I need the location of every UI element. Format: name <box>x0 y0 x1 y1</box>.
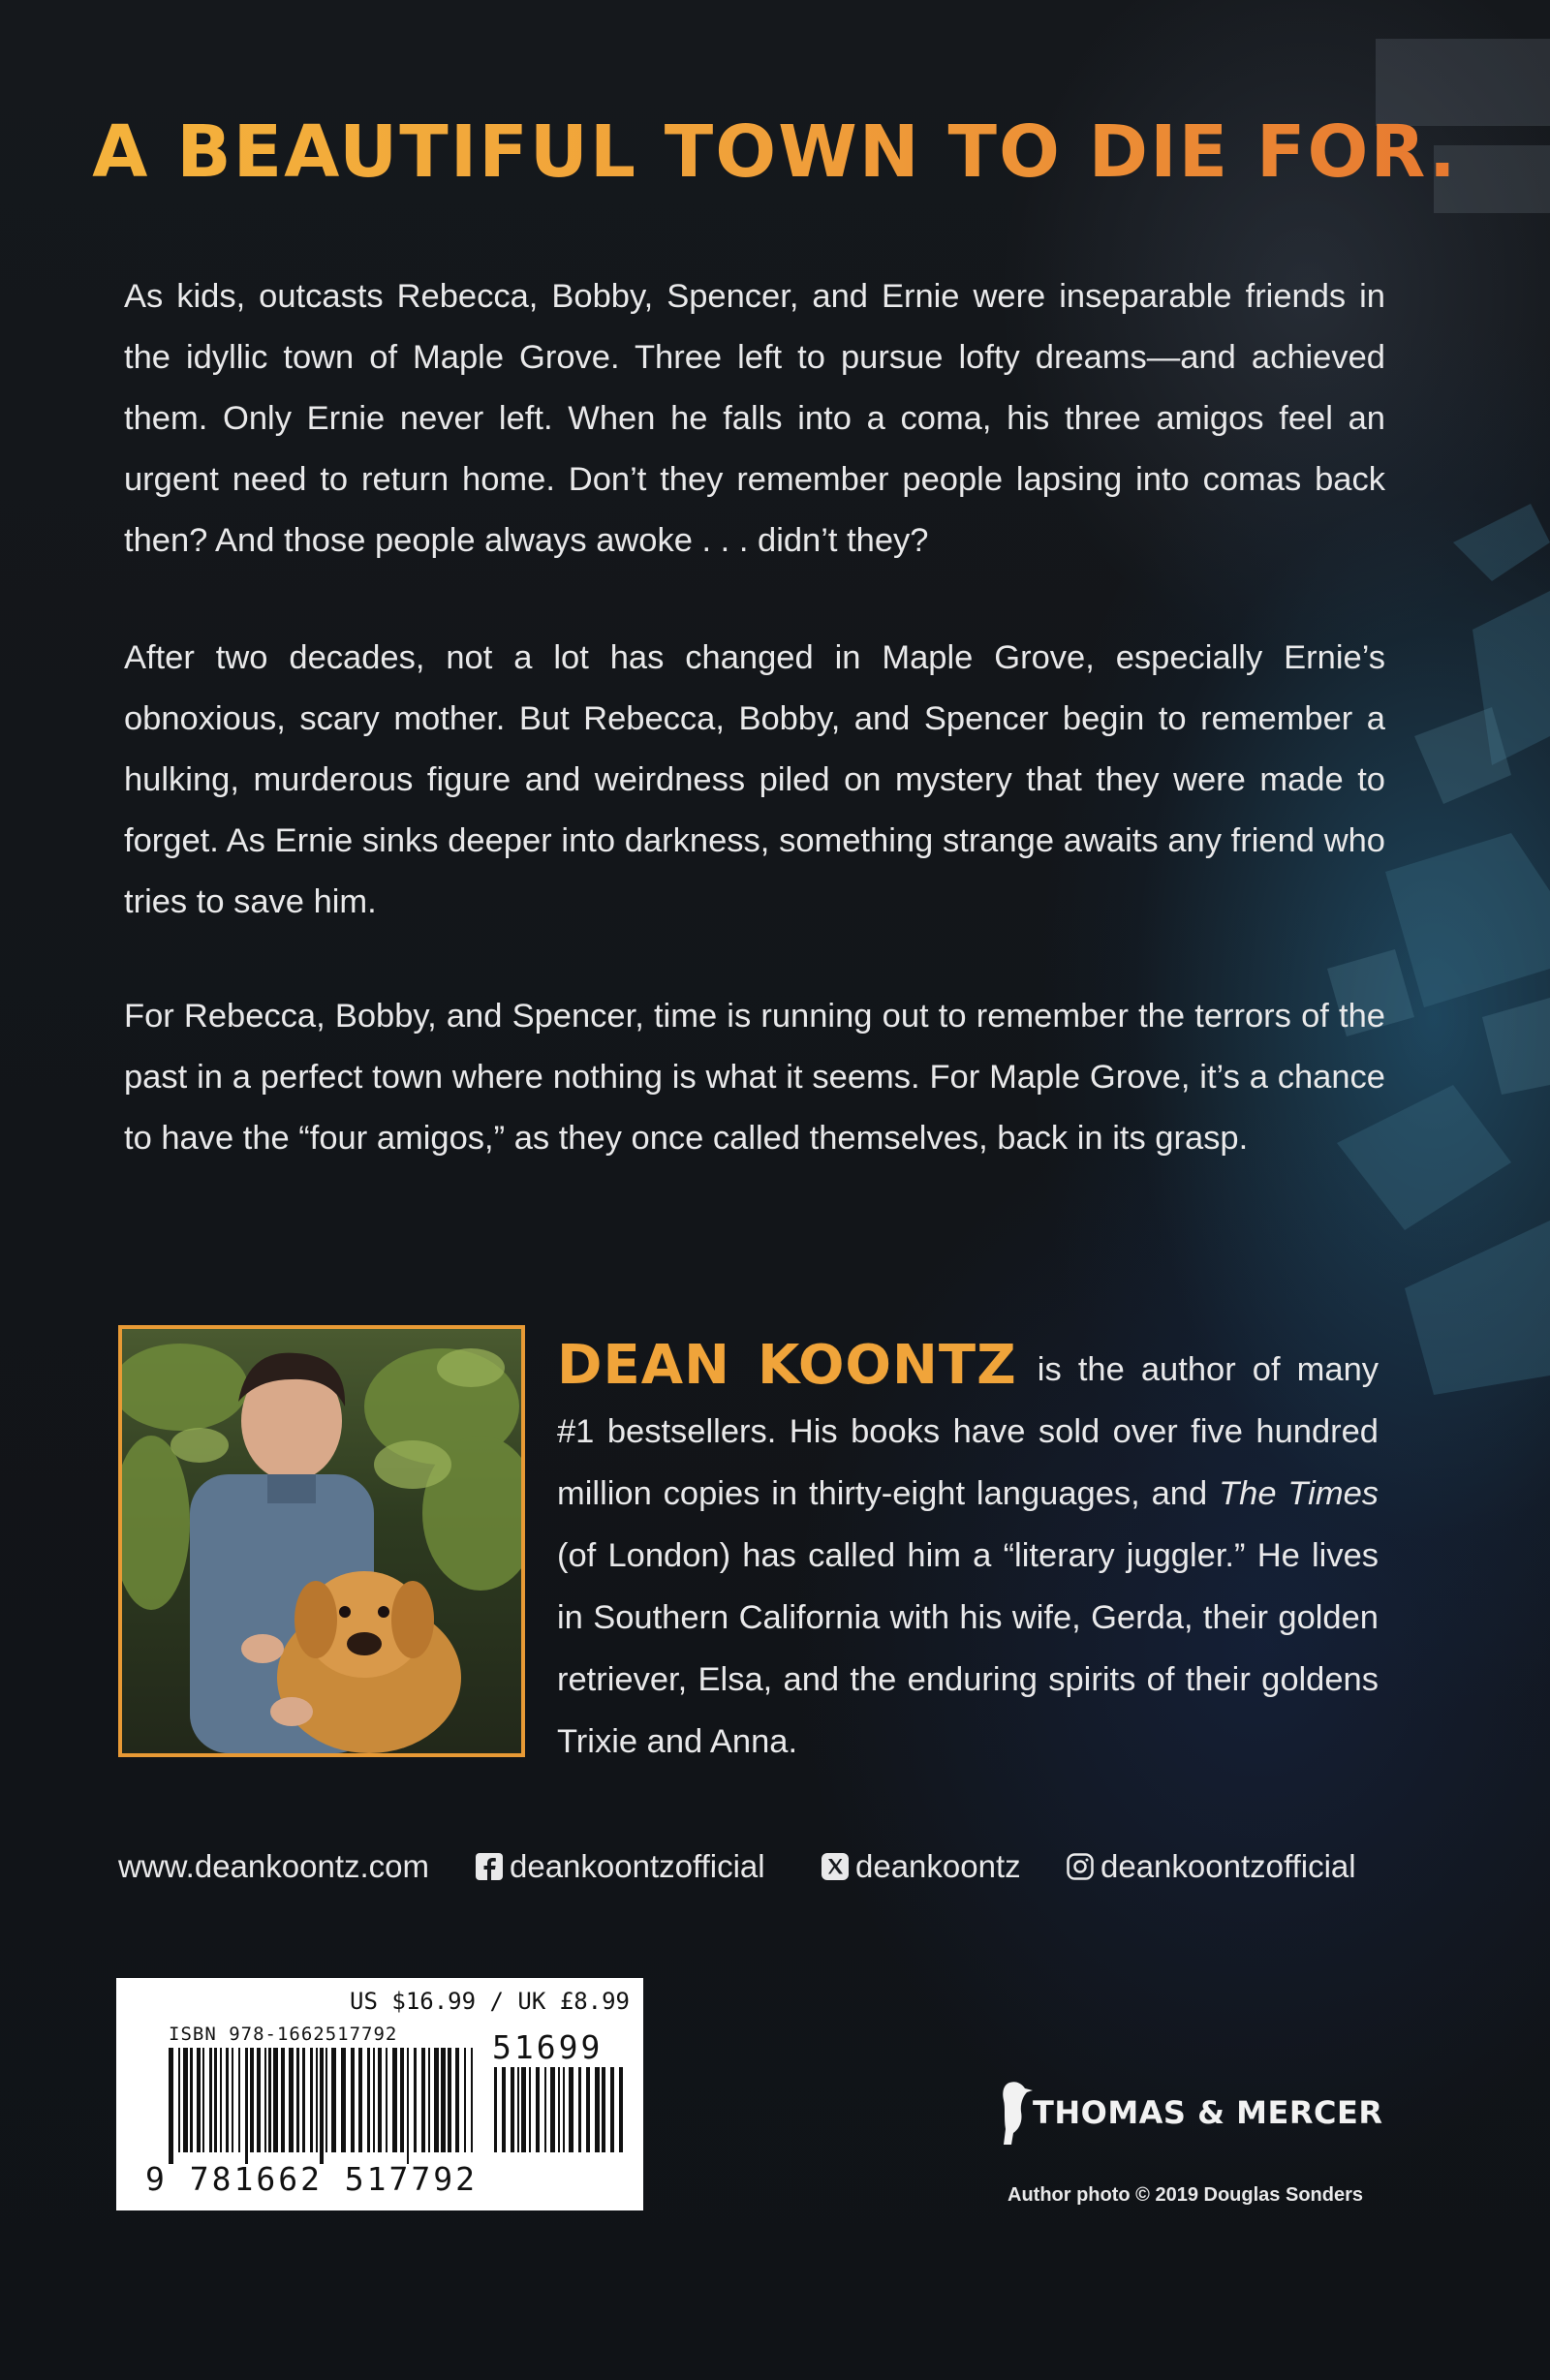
barcode-bar <box>441 2048 446 2152</box>
barcode-bar <box>428 2048 430 2152</box>
barcode-bar <box>373 2048 375 2152</box>
bio-text: (of London) has called him a “literary juggler.” He lives in Southern California with his wife, Gerda, their golden retriever, Elsa, and the enduring spirits of their goldens Trixie and Anna. <box>557 1537 1379 1760</box>
author-photo <box>118 1325 525 1757</box>
barcode-bar <box>529 2067 531 2152</box>
barcode-bar <box>464 2048 466 2152</box>
barcode-bar <box>517 2067 519 2152</box>
barcode-bar <box>569 2067 574 2152</box>
barcode-bar <box>434 2048 439 2152</box>
barcode-bar <box>407 2048 409 2164</box>
barcode-bar <box>471 2048 473 2152</box>
instagram-icon <box>1066 1852 1095 1881</box>
photo-credit: Author photo © 2019 Douglas Sonders <box>1008 2184 1363 2206</box>
instagram-link[interactable] <box>1066 1848 1356 1885</box>
social-links <box>118 1848 1378 1893</box>
barcode-bar <box>226 2048 229 2152</box>
barcode-bar <box>238 2048 240 2152</box>
barcode-bar <box>521 2067 526 2152</box>
barcode-bar <box>190 2048 193 2152</box>
barcode-bar <box>455 2048 459 2152</box>
facebook-handle: deankoontzofficial <box>510 1848 765 1884</box>
barcode-bar <box>602 2067 605 2152</box>
bio-text: is the author of many #1 bestsellers. His books have sold over five hundred million copies in thirty-eight languages, and <box>557 1351 1380 1512</box>
barcode-bar <box>378 2048 382 2152</box>
barcode-bar <box>392 2048 397 2152</box>
isbn-text: ISBN 978-1662517792 <box>169 2024 398 2045</box>
barcode-bar <box>197 2048 201 2152</box>
barcode-bar <box>296 2048 299 2152</box>
publisher-name: THOMAS & MERCER <box>1033 2094 1383 2131</box>
facebook-icon <box>475 1852 504 1881</box>
barcode-bar <box>563 2067 565 2152</box>
addon-barcode <box>494 2067 630 2164</box>
barcode-bar <box>289 2048 294 2152</box>
barcode-bar <box>367 2048 370 2152</box>
barcode-bar <box>209 2048 212 2152</box>
barcode-bar <box>178 2048 180 2152</box>
barcode-bar <box>550 2067 555 2152</box>
ean-digits: 9 781662 517792 <box>145 2160 479 2198</box>
barcode-bar <box>273 2048 278 2152</box>
barcode-bar <box>302 2048 305 2152</box>
barcode-bar <box>320 2048 324 2164</box>
barcode-bar <box>558 2067 560 2152</box>
blurb-paragraph: After two decades, not a lot has changed in Maple Grove, especially Ernie’s obnoxious, scary mother. But Rebecca, Bobby, and Spencer begin to remember a hulking, murderous figure and weirdness piled on mystery that they were made to forget. As Ernie sinks deeper into darkness, something strange awaits any friend who tries to save him. <box>124 639 1385 920</box>
newspaper-title: The Times <box>1219 1475 1380 1512</box>
author-photo-illustration <box>122 1329 521 1753</box>
crow-icon <box>1000 2079 1033 2147</box>
blurb-paragraph: As kids, outcasts Rebecca, Bobby, Spencer, and Ernie were inseparable friends in the idyllic town of Maple Grove. Three left to pursue lofty dreams—and achieved them. Only Ernie never left. When he falls into a coma, his three amigos feel an urgent need to return home. Don’t they remember people lapsing into comas back then? And those people always awoke . . . didn’t they? <box>124 278 1385 559</box>
barcode-bar <box>202 2048 204 2152</box>
barcode-bar <box>511 2067 514 2152</box>
website-link[interactable] <box>118 1848 429 1885</box>
x-icon <box>821 1852 850 1881</box>
price-text: US $16.99 / UK £8.99 <box>350 1988 630 2015</box>
website-text: www.deankoontz.com <box>118 1848 429 1884</box>
author-bio <box>557 1335 1379 1773</box>
blurb-paragraph: For Rebecca, Bobby, and Spencer, time is running out to remember the terrors of the past in a perfect town where nothing is what it seems. For Maple Grove, it’s a chance to have the “four amigos,” as they once called themselves, back in its grasp. <box>124 998 1385 1157</box>
barcode-bar <box>250 2048 254 2152</box>
barcode-bar <box>610 2067 614 2152</box>
barcode-bar <box>586 2067 590 2152</box>
x-link[interactable] <box>821 1848 1021 1885</box>
barcode-bar <box>414 2048 417 2152</box>
barcode-bar <box>268 2048 271 2152</box>
addon-digits: 51699 <box>492 2028 604 2066</box>
barcode-bar <box>310 2048 313 2152</box>
barcode-bar <box>536 2067 540 2152</box>
barcode-bar <box>358 2048 362 2152</box>
barcode-bar <box>264 2048 266 2152</box>
barcode-bar <box>544 2067 546 2152</box>
barcode-bar <box>502 2067 506 2152</box>
ean-barcode <box>169 2048 479 2164</box>
barcode-bar <box>326 2048 327 2152</box>
publisher-logo <box>1000 2079 1382 2147</box>
barcode-bar <box>386 2048 388 2152</box>
barcode-bar <box>421 2048 425 2152</box>
headline: A BEAUTIFUL TOWN TO DIE FOR. <box>0 116 1550 188</box>
barcode-bar <box>169 2048 173 2164</box>
barcode-bar <box>595 2067 600 2152</box>
barcode-bar <box>220 2048 222 2152</box>
barcode-bar <box>578 2067 581 2152</box>
barcode-bar <box>448 2048 451 2152</box>
barcode-bar <box>316 2048 318 2152</box>
barcode-label <box>116 1978 643 2210</box>
barcode-bar <box>232 2048 233 2152</box>
instagram-handle: deankoontzofficial <box>1100 1848 1356 1884</box>
barcode-bar <box>245 2048 248 2164</box>
barcode-bar <box>257 2048 261 2152</box>
barcode-bar <box>183 2048 188 2152</box>
barcode-bar <box>494 2067 497 2152</box>
barcode-bar <box>281 2048 285 2152</box>
barcode-bar <box>351 2048 355 2152</box>
barcode-bar <box>331 2048 336 2152</box>
author-name: DEAN KOONTZ <box>557 1334 1017 1397</box>
barcode-bar <box>400 2048 404 2152</box>
facebook-link[interactable] <box>475 1848 765 1885</box>
barcode-bar <box>341 2048 346 2152</box>
barcode-bar <box>214 2048 217 2152</box>
barcode-bar <box>619 2067 623 2152</box>
x-handle: deankoontz <box>855 1848 1021 1884</box>
